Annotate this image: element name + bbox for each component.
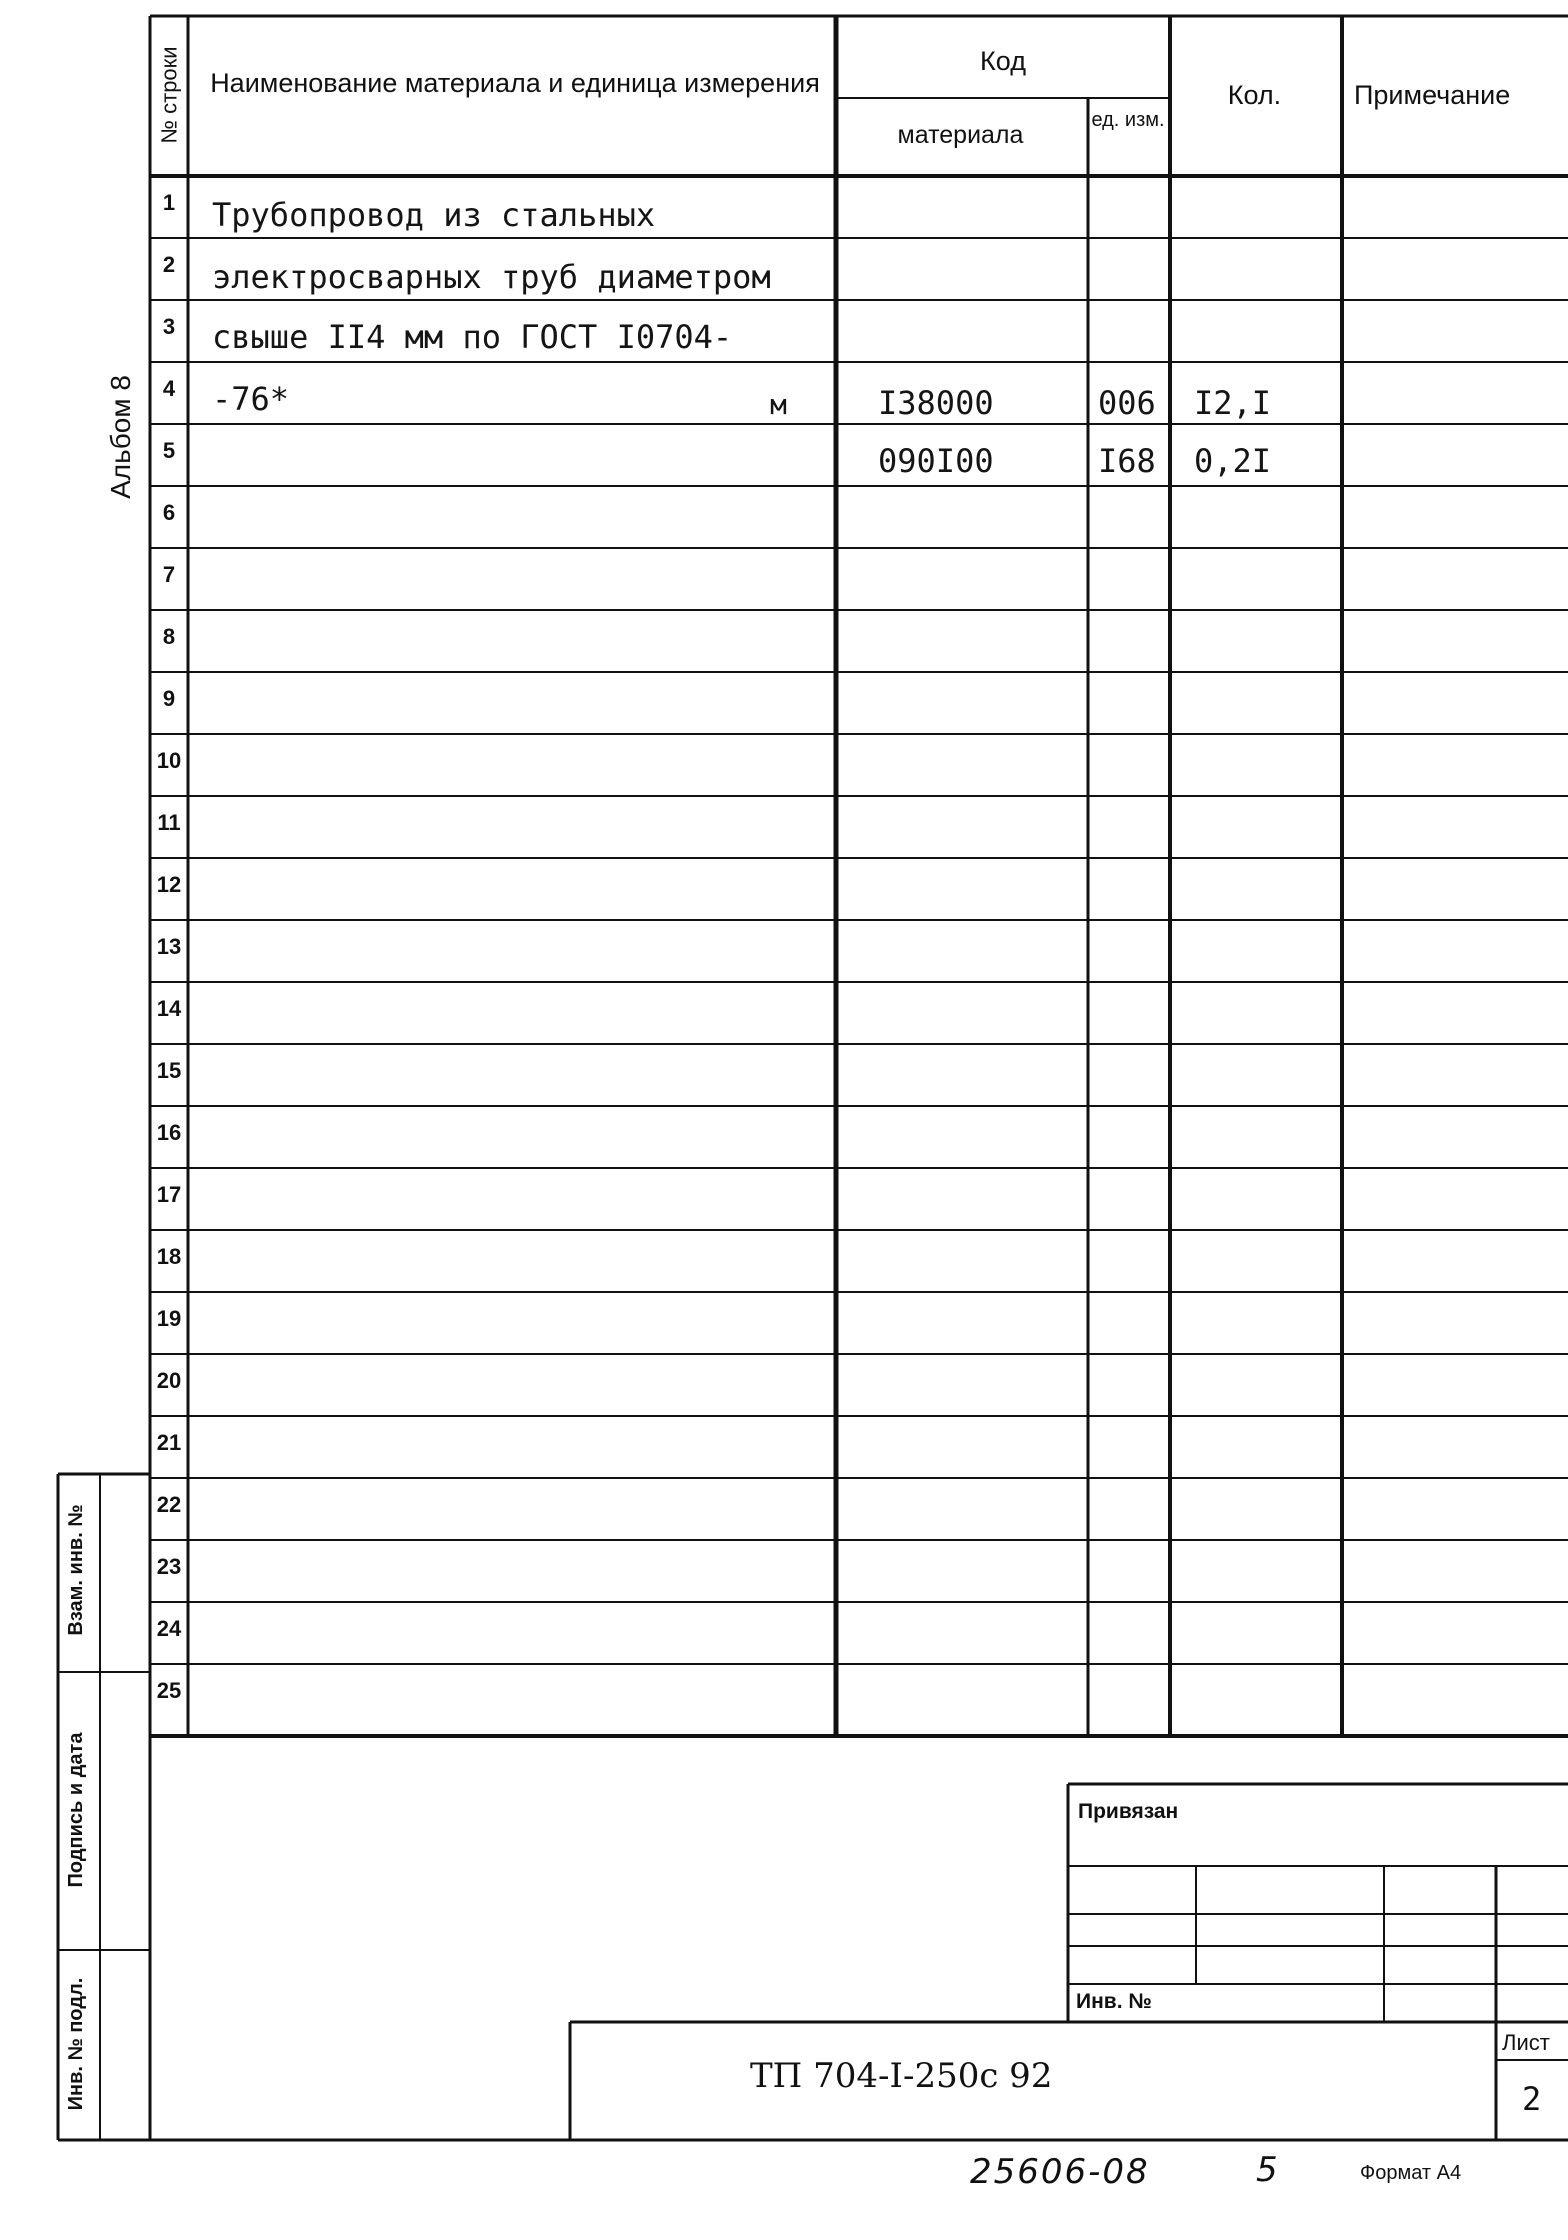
- row-number: 10: [156, 748, 182, 773]
- row-number: 9: [162, 686, 176, 711]
- row-number: 12: [156, 872, 182, 897]
- archive-number: 25606-08: [970, 2152, 1150, 2192]
- row-number: 4: [162, 376, 176, 401]
- header-code: Код: [980, 46, 1026, 76]
- row-number: 17: [156, 1182, 182, 1207]
- original-inventory-label: Инв. № подл.: [65, 1977, 87, 2111]
- row-number: 21: [156, 1430, 182, 1455]
- material-name-cell: Трубопровод из стальных: [212, 196, 656, 234]
- material-code-cell: 090I00: [878, 442, 994, 480]
- row-number: 3: [162, 314, 176, 339]
- row-number: 14: [156, 996, 182, 1021]
- header-quantity: Кол.: [1227, 80, 1282, 110]
- row-number: 2: [162, 252, 176, 277]
- material-name-cell: свыше II4 мм по ГОСТ I0704-: [212, 318, 733, 356]
- signature-date-label: Подпись и дата: [65, 1732, 87, 1888]
- linked-label: Привязан: [1078, 1800, 1179, 1823]
- row-number: 24: [156, 1616, 182, 1641]
- row-number: 16: [156, 1120, 182, 1145]
- material-name-cell: электросварных труб диаметром: [212, 258, 771, 296]
- replacement-inventory-label: Взам. инв. №: [65, 1504, 87, 1636]
- paper-format: Формат А4: [1360, 2162, 1462, 2184]
- unit-of-measure-cell: м: [770, 388, 787, 421]
- album-label: Альбом 8: [105, 375, 136, 499]
- row-number: 18: [156, 1244, 182, 1269]
- header-code-material: материала: [897, 121, 1024, 149]
- row-number: 22: [156, 1492, 182, 1517]
- quantity-cell: I2,I: [1194, 384, 1272, 422]
- row-number: 1: [162, 190, 176, 215]
- row-number: 6: [162, 500, 176, 525]
- row-number: 8: [162, 624, 176, 649]
- unit-code-cell: I68: [1098, 442, 1156, 480]
- header-material-name: Наименование материала и единица измерения: [210, 68, 820, 98]
- header-row-number: № строки: [157, 46, 182, 144]
- inventory-number-label: Инв. №: [1076, 1990, 1152, 2013]
- page-number: 5: [1256, 2150, 1280, 2190]
- sheet-label: Лист: [1502, 2030, 1550, 2055]
- row-number: 20: [156, 1368, 182, 1393]
- document-designation: ТП 704-I-250с 92: [750, 2056, 1053, 2096]
- material-code-cell: I38000: [878, 384, 994, 422]
- row-number: 11: [157, 810, 181, 835]
- unit-code-cell: 006: [1098, 384, 1156, 422]
- sheet-number: 2: [1522, 2080, 1542, 2118]
- header-note: Примечание: [1354, 80, 1511, 110]
- row-number: 5: [162, 438, 176, 463]
- material-name-cell: -76*: [212, 380, 290, 418]
- row-number: 23: [156, 1554, 182, 1579]
- row-number: 7: [162, 562, 176, 587]
- header-code-unit: ед. изм.: [1091, 109, 1165, 131]
- row-number: 25: [156, 1678, 182, 1703]
- row-number: 13: [156, 934, 182, 959]
- row-number: 15: [156, 1058, 182, 1083]
- quantity-cell: 0,2I: [1194, 442, 1272, 480]
- row-number: 19: [156, 1306, 182, 1331]
